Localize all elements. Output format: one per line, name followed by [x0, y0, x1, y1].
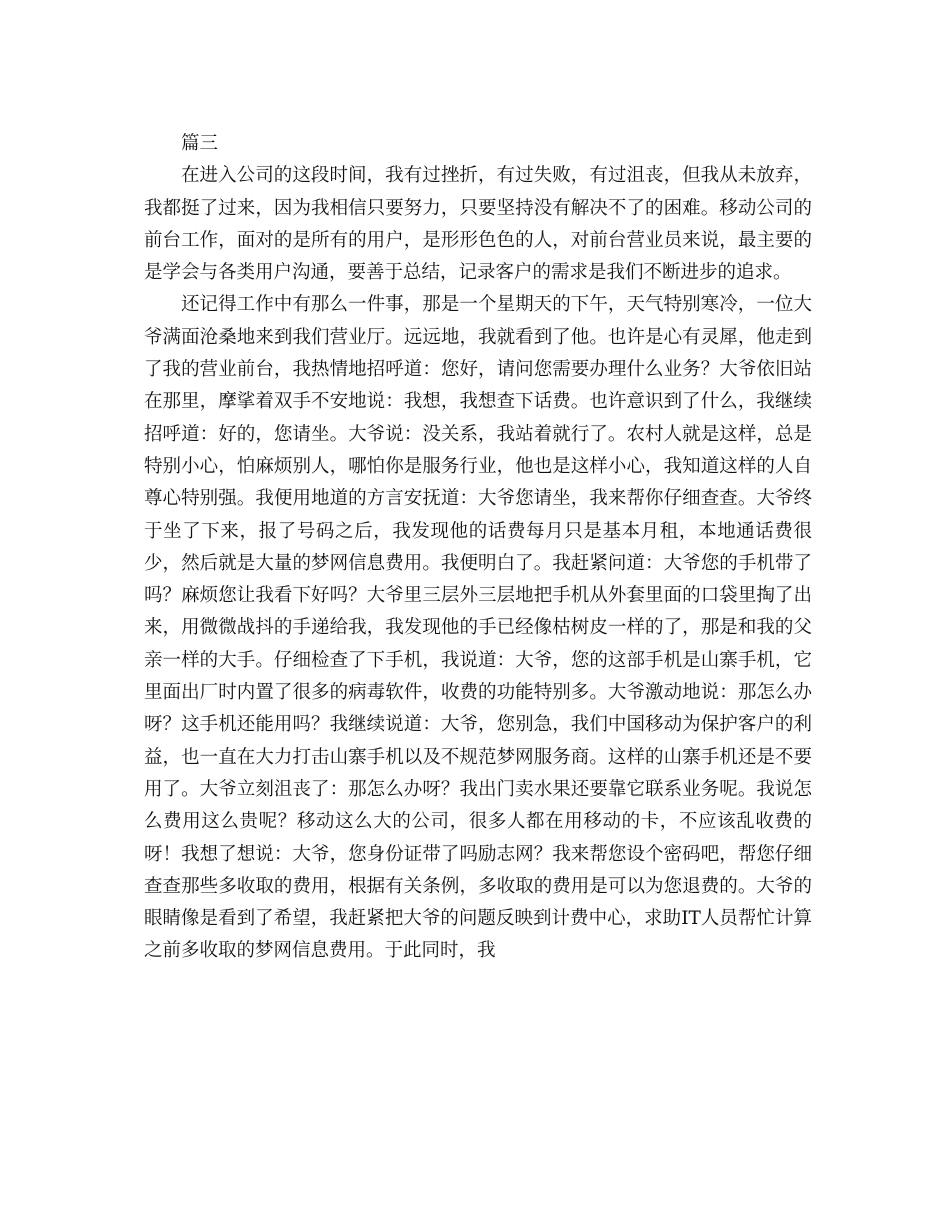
section-heading: 篇三 [181, 133, 219, 154]
paragraph-1: 在进入公司的这段时间，我有过挫折，有过失败，有过沮丧，但我从未放弃，我都挺了过来，因为我相信只要努力，只要坚持没有解决不了的困难。移动公司的前台工作，面对的是所有的用户，是形形色色的人，对前台营业员来说，最主要的是学会与各类用户沟通，要善于总结，记录客户的需求是我们不断进步的追求。 [144, 165, 812, 284]
paragraph-2: 还记得工作中有那么一件事，那是一个星期天的下午，天气特别寒冷，一位大爷满面沧桑地来到我们营业厅。远远地，我就看到了他。也许是心有灵犀，他走到了我的营业前台，我热情地招呼道：您好，请问您需要办理什么业务？大爷依旧站在那里，摩挲着双手不安地说：我想，我想查下话费。也许意识到了什么，我继续招呼道：好的，您请坐。大爷说：没关系，我站着就行了。农村人就是这样，总是特别小心，怕麻烦别人，哪怕你是服务行业，他也是这样小心，我知道这样的人自尊心特别强。我便用地道的方言安抚道：大爷您请坐，我来帮你仔细查查。大爷终于坐了下来，报了号码之后，我发现他的话费每月只是基本月租，本地通话费很少，然后就是大量的梦网信息费用。我便明白了。我赶紧问道：大爷您的手机带了吗？麻烦您让我看下好吗？大爷里三层外三层地把手机从外套里面的口袋里掏了出来，用微微战抖的手递给我，我发现他的手已经像枯树皮一样的了，那是和我的父亲一样的大手。仔细检查了下手机，我说道：大爷，您的这部手机是山寨手机，它里面出厂时内置了很多的病毒软件，收费的功能特别多。大爷激动地说：那怎么办呀？这手机还能用吗？我继续说道：大爷，您别急，我们中国移动为保护客户的利益，也一直在大力打击山寨手机以及不规范梦网服务商。这样的山寨手机还是不要用了。大爷立刻沮丧了：那怎么办呀？我出门卖水果还要靠它联系业务呢。我说怎么费用这么贵呢？移动这么大的公司，很多人都在用移动的卡，不应该乱收费的呀！我想了想说：大爷，您身份证带了吗励志网？我来帮您设个密码吧，帮您仔细查查那些多收取的费用，根据有关条例，多收取的费用是可以为您退费的。大爷的眼睛像是看到了希望，我赶紧把大爷的问题反映到计费中心，求助IT人员帮忙计算之前多收取的梦网信息费用。于此同时，我 [144, 294, 812, 962]
document-body [144, 128, 812, 968]
